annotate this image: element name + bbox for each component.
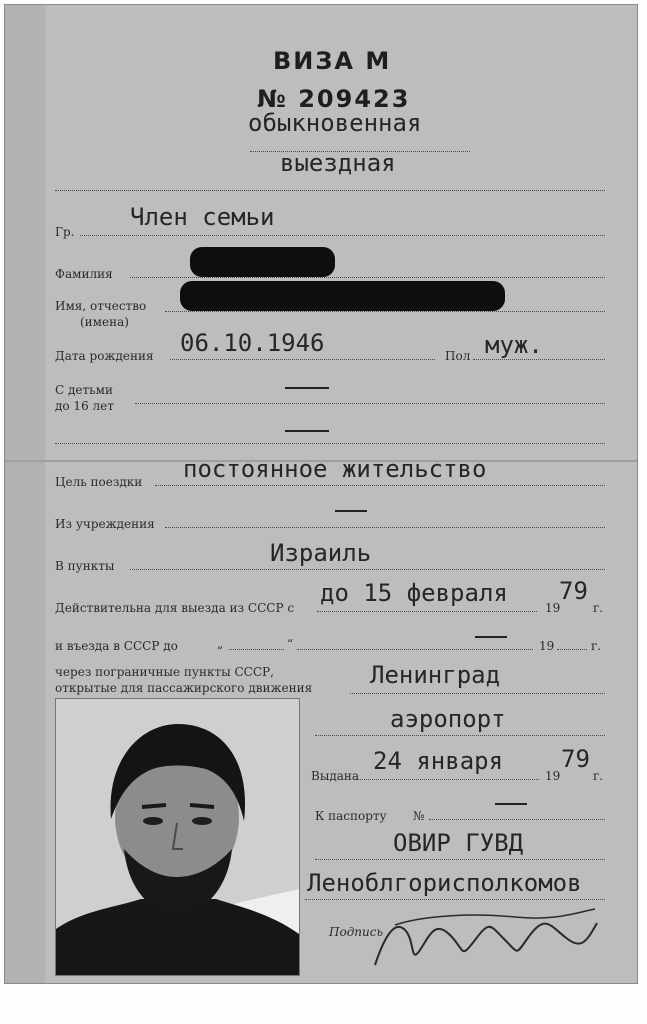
exit-valid-year: 79	[559, 577, 588, 605]
exit-valid-suffix: 19	[545, 601, 561, 615]
redacted-surname	[190, 247, 335, 277]
name-label-2: (имена)	[80, 315, 129, 329]
purpose-label: Цель поездки	[55, 475, 143, 489]
issued-year: 79	[561, 745, 590, 773]
destination-label: В пункты	[55, 559, 115, 573]
dotted-line	[473, 359, 605, 360]
sex-label: Пол	[445, 349, 471, 363]
dotted-line	[55, 190, 605, 191]
dotted-line	[80, 235, 605, 236]
institution-dash	[335, 510, 367, 512]
name-label: Имя, отчество	[55, 299, 147, 313]
destination-value: Израиль	[270, 539, 372, 567]
entry-quote-open: „	[217, 637, 224, 651]
authority-value-2: Леноблгорисполкомов	[307, 869, 582, 897]
dotted-line	[165, 527, 605, 528]
checkpoint-label: через пограничные пункты СССР,	[55, 665, 274, 679]
dotted-line	[557, 649, 587, 650]
dotted-line	[317, 611, 537, 612]
issued-suffix: 19	[545, 769, 561, 783]
dotted-line	[229, 649, 284, 650]
surname-label: Фамилия	[55, 267, 113, 281]
issued-value: 24 января	[373, 747, 504, 775]
dotted-line	[355, 779, 539, 780]
dotted-line	[297, 649, 533, 650]
checkpoint-value-2: аэропорт	[390, 705, 506, 733]
dotted-line	[315, 859, 605, 860]
dotted-line	[155, 485, 605, 486]
entry-quote-close: “	[287, 637, 294, 651]
birth-value: 06.10.1946	[180, 329, 325, 357]
institution-label: Из учреждения	[55, 517, 155, 531]
entry-dash	[475, 636, 507, 638]
dotted-line	[429, 819, 605, 820]
passport-sign: №	[413, 809, 425, 823]
children-label-2: до 16 лет	[55, 399, 114, 413]
issued-label: Выдана	[311, 769, 360, 783]
entry-suffix: 19	[539, 639, 555, 653]
exit-valid-label: Действительна для выезда из СССР с	[55, 601, 295, 615]
visa-type: обыкновенная	[248, 109, 422, 137]
dotted-line	[165, 311, 605, 312]
exit-valid-value: до 15 февраля	[320, 579, 508, 607]
visa-title: ВИЗА М	[273, 47, 392, 75]
purpose-value: постоянное жительство	[183, 455, 487, 483]
issued-g: г.	[593, 769, 604, 783]
passport-label: К паспорту	[315, 809, 387, 823]
children-dash-2	[285, 430, 329, 432]
redacted-name	[180, 281, 505, 311]
dotted-line	[135, 403, 605, 404]
dotted-line	[130, 277, 605, 278]
dotted-line	[170, 359, 435, 360]
dotted-line	[55, 443, 605, 444]
checkpoint-label-2: открытые для пассажирского движения	[55, 681, 313, 695]
dotted-line	[350, 693, 605, 694]
checkpoint-value: Ленинград	[370, 661, 501, 689]
group-value: Член семьи	[130, 203, 275, 231]
photo	[55, 698, 300, 976]
dotted-line	[315, 735, 605, 736]
dotted-line	[130, 569, 605, 570]
entry-label: и въезда в СССР до	[55, 639, 178, 653]
sex-value: муж.	[485, 331, 543, 359]
visa-kind: выездная	[280, 149, 396, 177]
visa-document	[4, 4, 638, 984]
passport-dash	[495, 803, 527, 805]
children-label: С детьми	[55, 383, 113, 397]
signature-label: Подпись	[329, 925, 384, 939]
exit-valid-g: г.	[593, 601, 604, 615]
authority-value: ОВИР ГУВД	[393, 829, 524, 857]
birth-label: Дата рождения	[55, 349, 154, 363]
visa-number: № 209423	[257, 85, 411, 113]
group-label: Гр.	[55, 225, 75, 239]
children-dash	[285, 387, 329, 389]
entry-g: г.	[591, 639, 602, 653]
signature-scribble	[365, 895, 605, 980]
